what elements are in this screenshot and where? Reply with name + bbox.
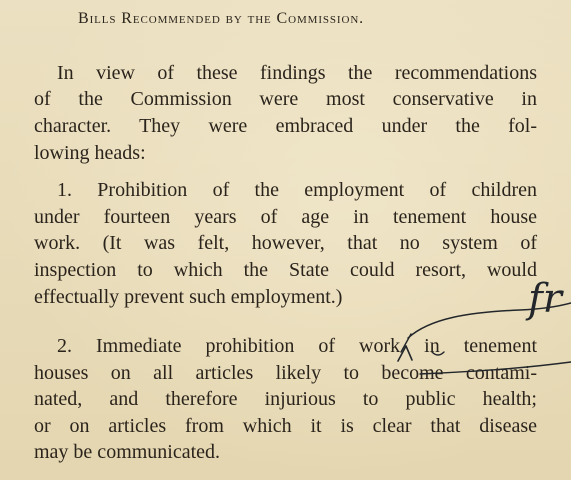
section-heading: Bills Recommended by the Commission. <box>78 10 365 27</box>
item2-line-5: may be communicated. <box>34 441 221 463</box>
margin-note: fr <box>528 276 562 322</box>
paragraph1-line-4: lowing heads: <box>34 142 146 164</box>
item1-line-5: effectually prevent such employment.) <box>34 286 343 308</box>
item2-line-3: nated, and therefore injurious to public health; <box>34 388 537 410</box>
item1-line-3: work. (It was felt, however, that no system of <box>34 232 537 254</box>
paragraph1-line-2: of the Commission were most conservative in <box>34 88 537 110</box>
item1-line-2: under fourteen years of age in tenement house <box>34 206 537 228</box>
item1-line-4: inspection to which the State could resort, would <box>34 259 537 281</box>
paragraph1-line-1: In view of these findings the recommendations <box>57 62 537 84</box>
item1-line-1: 1. Prohibition of the employment of children <box>57 179 537 201</box>
item2-line-4: or on articles from which it is clear that disease <box>34 415 537 437</box>
item2-line-1: 2. Immediate prohibition of work in tenement <box>57 335 537 357</box>
item2-line-2: houses on all articles likely to become contami- <box>34 362 537 384</box>
paragraph1-line-3: character. They were embraced under the fol- <box>34 115 537 137</box>
